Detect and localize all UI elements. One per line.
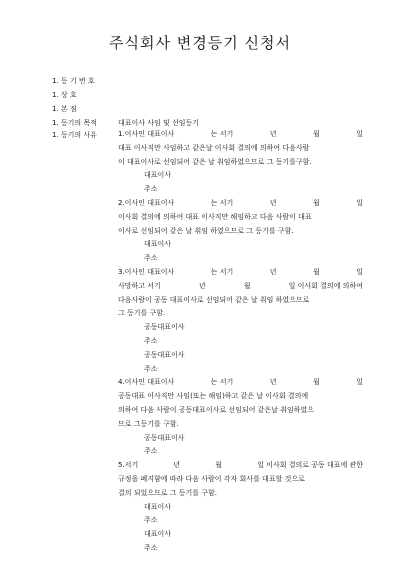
reason-line-segment: 는 서기 [210, 378, 234, 387]
reason-line [118, 390, 363, 404]
reason-line-text: 그 등기를 구함. [118, 309, 166, 318]
company-name-row [52, 90, 114, 100]
reason-line [118, 459, 363, 473]
reason-line-text: 다음사람이 공동 대표이사로 선임되어 같은 날 취임 하였으므로 [118, 295, 310, 304]
reason-line [118, 542, 363, 556]
reason-line-text: 대표이사 [144, 530, 172, 539]
reason-line-text: 규정을 폐지함에 따라 다음 사람이 각자 회사를 대표할 것으로 [118, 474, 305, 483]
reason-line [118, 266, 363, 280]
reason-line-segment: 2.이사인 대표이사 [118, 198, 175, 207]
reason-line-text: 주소 [144, 185, 158, 194]
reason-line-segment: 년 [269, 267, 277, 276]
reason-line-segment: 는 서기 [210, 267, 234, 276]
reason-line-text: 므로 그등기를 구함. [118, 419, 179, 428]
registration-number-label: 1. 등 기 번 호 [52, 77, 95, 85]
reason-line-text: 이 대표이사로 선임되어 같은 날 취임하였으므로 그 등기를구함. [118, 157, 312, 166]
reason-line-text: 주소 [144, 364, 158, 373]
reason-line [118, 307, 363, 321]
reason-line-text: 의하여 다음 사람이 공동대표이사로 선임되어 같은날 취임하였으 [118, 405, 314, 414]
reason-label: 1. 등기의 사유 [52, 131, 97, 139]
reason-line-text: 공동대표이사 [144, 323, 185, 332]
reason-line [118, 183, 363, 197]
reason-line-segment: 월 [312, 378, 320, 387]
purpose-label: 1. 등기의 목적 [52, 119, 97, 127]
reason-line [118, 128, 363, 142]
reason-line-segment: 1.이사인 대표이사 [118, 130, 175, 138]
reason-line-segment: 는 서기 [210, 130, 234, 138]
document-title: 주식회사 변경등기 신청서 [109, 34, 291, 52]
reason-line-segment: 3.이사인 대표이사 [118, 267, 175, 276]
reason-line [118, 169, 363, 183]
reason-line [118, 418, 363, 432]
reason-line-text: 주소 [144, 336, 158, 345]
reason-line [118, 294, 363, 308]
purpose-row [52, 118, 114, 128]
reason-line-segment: 는 서기 [210, 198, 234, 207]
reason-line-segment: 년 [198, 281, 206, 290]
reason-line [118, 280, 363, 294]
registration-number-row [52, 76, 114, 86]
reason-line-segment: 월 [243, 281, 251, 290]
reason-line-segment: 사망하고 서기 [118, 281, 161, 290]
reason-line [118, 238, 363, 252]
reason-line [118, 376, 363, 390]
reason-line [118, 501, 363, 515]
reason-line-segment: 5.서기 [118, 461, 139, 470]
reason-line [118, 252, 363, 266]
reason-line-text: 주소 [144, 254, 158, 263]
company-name-label: 1. 상 호 [52, 91, 77, 99]
reason-line-text: 주소 [144, 447, 158, 456]
head-office-row [52, 104, 114, 114]
reason-line-segment: 일 이사회 결의에 의하여 [288, 281, 363, 290]
reason-line [118, 487, 363, 501]
reason-line [118, 445, 363, 459]
reason-line-text: 주소 [144, 543, 158, 552]
reason-line-text: 주소 [144, 516, 158, 525]
reason-line [118, 514, 363, 528]
reason-line-segment: 년 [269, 198, 277, 207]
reason-line-segment: 일 이사회 결의로 공동 대표에 관한 [257, 461, 363, 470]
reason-line-text: 대표이사 [144, 502, 172, 511]
reason-line [118, 142, 363, 156]
reason-line-text: 공동대표 이사직만 사임(또는 해임)하고 같은 날 이사회 결의에 [118, 392, 309, 401]
reason-line [118, 363, 363, 377]
reason-line-text: 대표이사 [144, 240, 172, 249]
reason-line-text: 이사회 결의에 의하여 대표 이사직만 해임하고 다음 사람이 대표 [118, 212, 312, 221]
reason-line [118, 335, 363, 349]
reason-line-segment: 4.이사인 대표이사 [118, 378, 175, 387]
reason-line [118, 349, 363, 363]
reason-line-text: 공동대표이사 [144, 350, 185, 359]
reason-line-segment: 일 [356, 267, 363, 276]
reason-line-segment: 년 [269, 378, 277, 387]
reason-line-segment: 월 [312, 130, 320, 138]
reason-line [118, 156, 363, 170]
reason-text-block [118, 128, 363, 556]
reason-line [118, 321, 363, 335]
reason-line [118, 404, 363, 418]
reason-line-text: 결의 되었으므로 그 등기를 구함. [118, 488, 218, 497]
reason-line-text: 대표이사 [144, 171, 172, 180]
reason-line-segment: 일 [356, 378, 363, 387]
reason-line [118, 211, 363, 225]
reason-line-text: 대표 이사직만 사임하고 같은날 이사회 결의에 의하여 다음사람 [118, 143, 310, 152]
reason-line-segment: 년 [269, 130, 277, 138]
reason-line [118, 225, 363, 239]
reason-line-text: 공동대표이사 [144, 433, 185, 442]
reason-line-segment: 월 [312, 198, 320, 207]
reason-line [118, 528, 363, 542]
reason-line-segment: 월 [215, 461, 223, 470]
reason-line-segment: 년 [173, 461, 181, 470]
reason-line-text: 이사로 선임되어 같은 날 취임 하였으므로 그 등기를 구함. [118, 226, 294, 235]
reason-line-segment: 일 [356, 130, 363, 138]
reason-line [118, 432, 363, 446]
reason-row [52, 130, 114, 140]
reason-line-segment: 월 [312, 267, 320, 276]
reason-line-segment: 일 [356, 198, 363, 207]
purpose-value: 대표이사 사임 및 선임등기 [118, 119, 200, 127]
reason-line [118, 197, 363, 211]
reason-line [118, 473, 363, 487]
head-office-label: 1. 본 점 [52, 105, 77, 113]
